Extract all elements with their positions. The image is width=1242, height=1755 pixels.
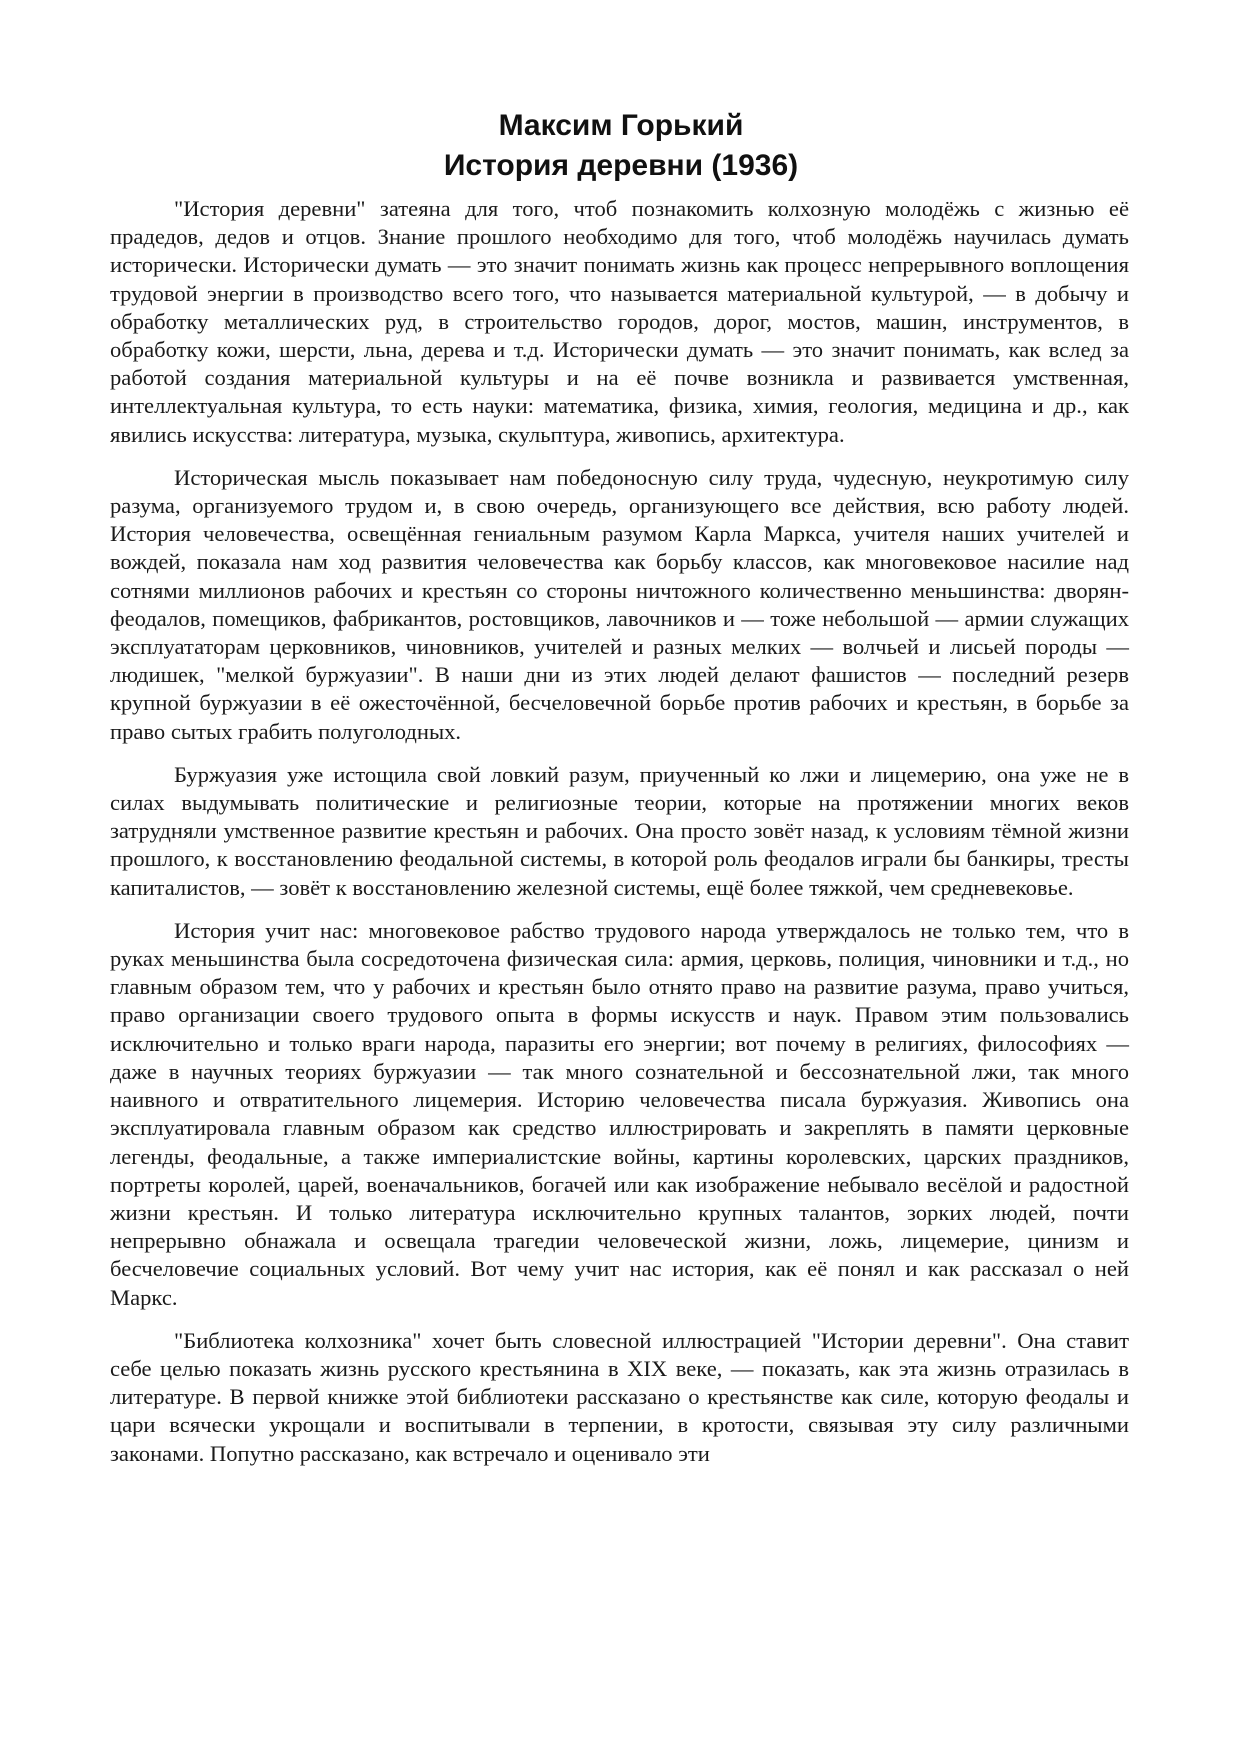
paragraph: "Библиотека колхозника" хочет быть словесной иллюстрацией "Истории деревни". Она ставит себе целью показать жизнь русского крестьянина в XIX веке, — показать, как эта жизнь отразилась в литературе. В первой книжке этой библиотеки рассказано о крестьянстве как силе, которую феодалы и цари всячески укрощали и воспитывали в терпении, в кротости, связывая эту силу различными законами. Попутно рассказано, как встречало и оценивало эти bbox=[110, 1327, 1129, 1466]
paragraph: Историческая мысль показывает нам победоносную силу труда, чудесную, неукротимую силу разума, организуемого трудом и, в свою очередь, организующего все действия, всю работу людей. История человечества, освещённая гениальным разумом Карла Маркса, учителя наших учителей и вождей, показала нам ход развития человечества как борьбу классов, как многовековое насилие над сотнями миллионов рабочих и крестьян со стороны ничтожного количественно меньшинства: дворян-феодалов, помещиков, фабрикантов, ростовщиков, лавочников и — тоже небольшой — армии служащих эксплуататорам церковников, чиновников, учителей и разных мелких — волчьей и лисьей породы — людишек, "мелкой буржуазии". В наши дни из этих людей делают фашистов — последний резерв крупной буржуазии в её ожесточённой, бесчеловечной борьбе против рабочих и крестьян, в борьбе за право сытых грабить полуголодных. bbox=[110, 464, 1129, 744]
paragraph: История учит нас: многовековое рабство трудового народа утверждалось не только тем, что в руках меньшинства была сосредоточена физическая сила: армия, церковь, полиция, чиновники и т.д., но главным образом тем, что у рабочих и крестьян было отнято право на развитие разума, право учиться, право организации своего трудового опыта в формы искусств и наук. Правом этим пользовались исключительно и только враги народа, паразиты его энергии; вот почему в религиях, философиях — даже в научных теориях буржуазии — так много сознательной и бессознательной лжи, так много наивного и отвратительного лицемерия. Историю человечества писала буржуазия. Живопись она эксплуатировала главным образом как средство иллюстрировать и закреплять в памяти церковные легенды, феодальные, а также империалистские войны, картины королевских, царских праздников, портреты королей, царей, военачальников, богачей или как изображение небывало весёлой и радостной жизни крестьян. И только литература исключительно крупных талантов, зорких людей, почти непрерывно обнажала и освещала трагедии человеческой жизни, ложь, лицемерие, цинизм и бесчеловечие социальных условий. Вот чему учит нас история, как её понял и как рассказал о ней Маркс. bbox=[110, 917, 1129, 1310]
document-header bbox=[110, 106, 1132, 186]
paragraph: "История деревни" затеяна для того, чтоб познакомить колхозную молодёжь с жизнью её прадедов, дедов и отцов. Знание прошлого необходимо для того, чтоб молодёжь научилась думать исторически. Исторически думать — это значит понимать жизнь как процесс непрерывного воплощения трудовой энергии в производство всего того, что называется материальной культурой, — в добычу и обработку металлических руд, в строительство городов, дорог, мостов, машин, инструментов, в обработку кожи, шерсти, льна, дерева и т.д. Исторически думать — это значит понимать, как вслед за работой создания материальной культуры и на её почве возникла и развивается умственная, интеллектуальная культура, то есть науки: математика, физика, химия, геология, медицина и др., как явились искусства: литература, музыка, скульптура, живопись, архитектура. bbox=[110, 196, 1129, 447]
author-name: Максим Горький bbox=[498, 109, 744, 142]
document-title: История деревни (1936) bbox=[443, 149, 799, 182]
paragraph: Буржуазия уже истощила свой ловкий разум, приученный ко лжи и лицемерию, она уже не в силах выдумывать политические и религиозные теории, которые на протяжении многих веков затрудняли умственное развитие крестьян и рабочих. Она просто зовёт назад, к условиям тёмной жизни прошлого, к восстановлению феодальной системы, в которой роль феодалов играли бы банкиры, тресты капиталистов, — зовёт к восстановлению железной системы, ещё более тяжкой, чем средневековье. bbox=[110, 761, 1129, 900]
document-body bbox=[110, 195, 1129, 1483]
